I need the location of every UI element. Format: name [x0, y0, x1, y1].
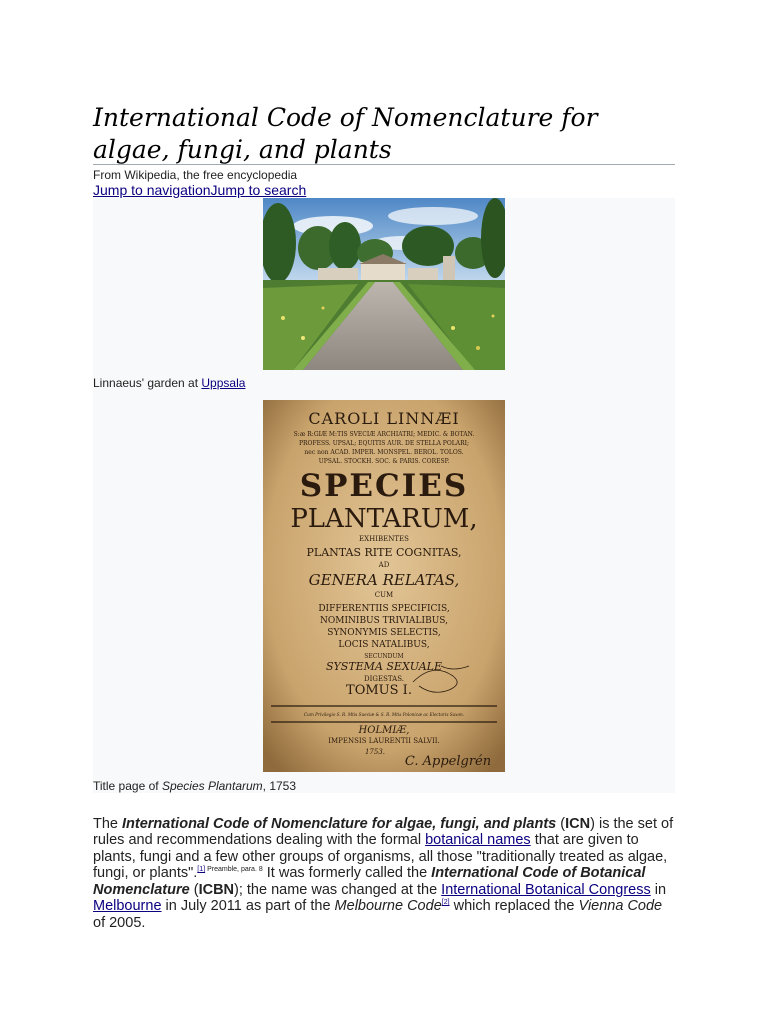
- ref-2: [442, 899, 450, 906]
- text: The: [93, 815, 123, 832]
- tp-tomus: TOMUS I.: [346, 683, 412, 698]
- vienna-code: Vienna Code: [578, 898, 663, 915]
- botanical-names-link[interactable]: botanical names: [425, 832, 531, 849]
- tp-privilege: Cum Privilegio S. R. Mtis Sueciæ & S. R. Mtis Polonicæ ac Electoris Saxon.: [303, 712, 465, 717]
- former-name: International Code of Botanical Nomenclature: [93, 865, 646, 898]
- jump-links: [93, 182, 306, 198]
- tp-genera: GENERA RELATAS,: [308, 571, 460, 589]
- text: which replaced the: [449, 898, 579, 915]
- ibc-link[interactable]: International Botanical Congress: [441, 881, 651, 898]
- ref-1: [197, 866, 262, 873]
- tp-exhibentes: EXHIBENTES: [359, 535, 409, 543]
- tp-line3: nec non ACAD. IMPER. MONSPEL. BEROL. TOLOS.: [304, 449, 464, 456]
- tp-year: 1753.: [364, 748, 386, 756]
- bold-title: International Code of Nomenclature for algae, fungi, and plants: [122, 815, 557, 832]
- text: (: [556, 815, 566, 832]
- abbr-icbn: ICBN: [198, 881, 235, 898]
- tp-diff1: DIFFERENTIIS SPECIFICIS,: [318, 604, 450, 614]
- species-plantarum-title-page[interactable]: [263, 400, 505, 772]
- tp-plantarum: PLANTARUM,: [290, 504, 478, 534]
- title-page-caption: [93, 779, 296, 793]
- melbourne-link[interactable]: Melbourne: [93, 898, 162, 915]
- garden-caption: [93, 376, 245, 390]
- ref-1-link[interactable]: [1]: [197, 866, 206, 874]
- lead-paragraph: [93, 816, 675, 932]
- tp-diff4: LOCIS NATALIBUS,: [338, 640, 430, 650]
- ref-2-link[interactable]: [2]: [441, 899, 450, 907]
- tp-systema: SYSTEMA SEXUALE: [325, 660, 443, 673]
- tp-holmiae: HOLMIÆ,: [358, 725, 410, 736]
- title-page-caption-prefix: Title page of: [93, 779, 162, 793]
- jump-to-search-link[interactable]: Jump to search: [210, 182, 307, 198]
- tp-line4: UPSAL. STOCKH. SOC. & PARIS. CORESP.: [318, 458, 450, 465]
- tp-ad: AD: [378, 561, 390, 569]
- uppsala-link[interactable]: Uppsala: [201, 376, 246, 390]
- text: (: [189, 881, 199, 898]
- tp-species: SPECIES: [299, 468, 469, 504]
- tp-cum: CUM: [374, 591, 394, 599]
- tp-plantas: PLANTAS RITE COGNITAS,: [306, 546, 462, 559]
- text: of 2005.: [93, 915, 146, 932]
- tp-impensis: IMPENSIS LAURENTII SALVII.: [328, 737, 440, 745]
- title-page-graphic: [263, 400, 505, 772]
- text: in: [650, 881, 667, 898]
- tp-diff3: SYNONYMIS SELECTIS,: [327, 628, 441, 638]
- ref-1-note: Preamble, para. 8: [207, 866, 263, 874]
- tp-line2: PROFESS. UPSAL; EQUITIS AUR. DE STELLA POLARI;: [298, 440, 470, 447]
- text: ); the name was changed at the: [234, 881, 442, 898]
- garden-caption-text: Linnaeus' garden at: [93, 376, 202, 390]
- text: It was formerly called the: [262, 865, 432, 882]
- tp-digestas: DIGESTAS.: [364, 675, 404, 683]
- title-page-caption-suffix: , 1753: [262, 779, 297, 793]
- jump-to-navigation-link[interactable]: Jump to navigation: [93, 182, 211, 198]
- garden-photo-graphic: [263, 198, 505, 370]
- title-divider: [93, 164, 675, 165]
- tp-secundum: SECUNDUM: [364, 653, 404, 660]
- infobox-images: [93, 198, 675, 793]
- tp-line1: S:æ R:GIÆ M:TIS SVECIÆ ARCHIATRI; MEDIC. & BOTAN.: [293, 431, 475, 438]
- title-page-caption-italic: Species Plantarum: [161, 779, 263, 793]
- site-sub: From Wikipedia, the free encyclopedia: [93, 168, 298, 182]
- garden-photo[interactable]: [263, 198, 505, 370]
- tp-author: CAROLI LINNÆI: [308, 409, 460, 428]
- melbourne-code: Melbourne Code: [334, 898, 442, 915]
- page-title: International Code of Nomenclature for algae, fungi, and plants: [93, 103, 598, 164]
- text: ) is the set of rules and recommendations dealing with the formal: [93, 815, 674, 849]
- tp-signature: C. Appelgrén: [404, 754, 492, 769]
- text: in July 2011 as part of the: [161, 898, 335, 915]
- text: that are given to plants, fungi and a few other groups of organisms, all those "traditionally treated as algae, fungi, or plants".: [93, 832, 668, 882]
- abbr-icn: ICN: [565, 815, 591, 832]
- tp-diff2: NOMINIBUS TRIVIALIBUS,: [319, 616, 449, 626]
